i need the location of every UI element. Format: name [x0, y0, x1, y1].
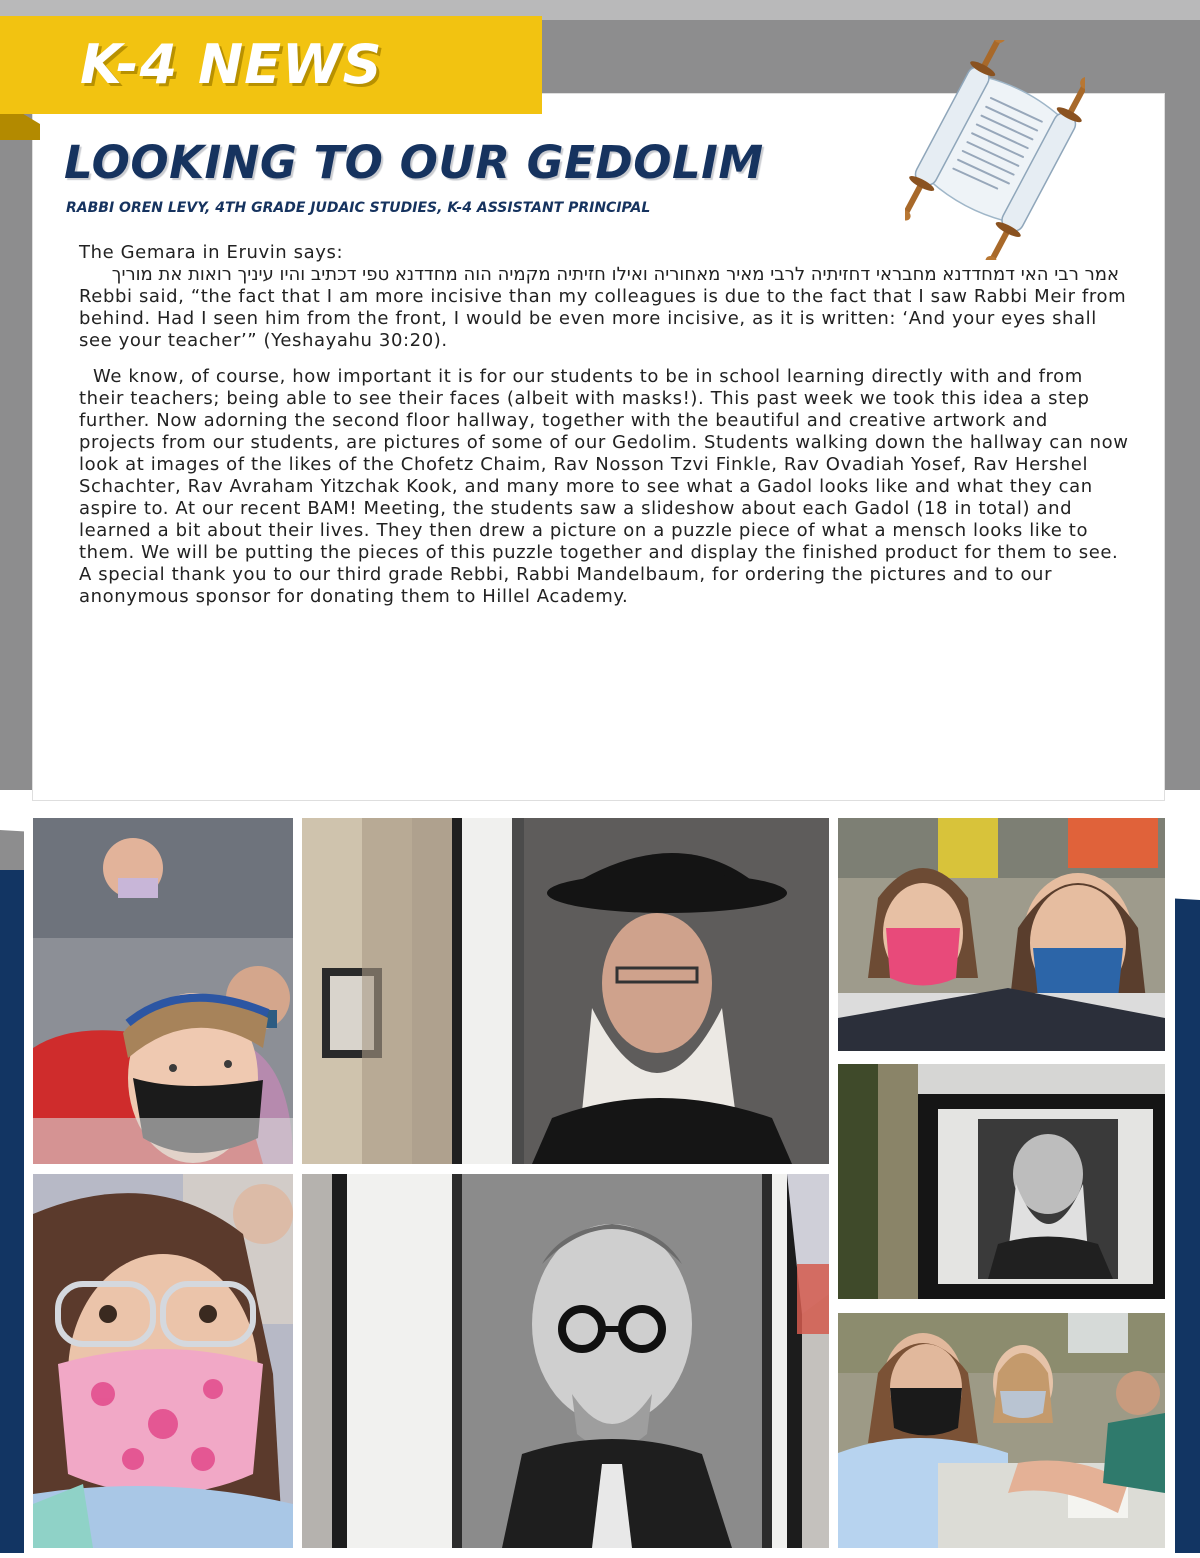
article-byline: RABBI OREN LEVY, 4TH GRADE JUDAIC STUDIES, K-4 ASSISTANT PRINCIPAL — [66, 200, 651, 216]
article-intro: The Gemara in Eruvin says: — [79, 242, 344, 263]
article-body — [79, 242, 1129, 608]
photo-portrait-rabbi-hat — [302, 818, 829, 1164]
photo-portrait-man-glasses — [302, 1174, 829, 1548]
torah-scroll-icon — [905, 40, 1085, 260]
section-title: K-4 NEWS — [80, 33, 383, 96]
photo-student-pink-mask — [33, 1174, 293, 1548]
article-headline: LOOKING TO OUR GEDOLIM — [64, 136, 764, 189]
quote-translation: Rebbi said, “the fact that I am more incisive than my colleagues is due to the fact that I saw Rabbi Meir from behind. Had I seen him from the front, I would be even more incisive, as it is written: ‘And your eyes shall see your teacher’” (Yeshayahu 30:20). — [79, 286, 1127, 351]
photo-students-table — [838, 1313, 1165, 1548]
photo-two-girls — [838, 818, 1165, 1051]
photo-student-black-mask — [33, 818, 293, 1164]
section-banner — [0, 16, 542, 114]
photo-portrait-elder — [838, 1064, 1165, 1299]
article-paragraph: We know, of course, how important it is for our students to be in school learning directly with and from their teachers; being able to see their faces (albeit with masks!). This past week we took this idea a step further. Now adorning the second floor hallway, together with the beautiful and creative artwork and projects from our students, are pictures of some of our Gedolim. Students walking down the hallway can now look at images of the likes of the Chofetz Chaim, Rav Nosson Tzvi Finkle, Rav Ovadiah Yosef, Rav Hershel Schachter, Rav Avraham Yitzchak Kook, and many more to see what a Gadol looks like and what they can aspire to. At our recent BAM! Meeting, the students saw a slideshow about each Gadol (18 in total) and learned a bit about their lives. They then drew a picture on a puzzle piece of what a mensch looks like to them. We will be putting the pieces of this puzzle together and display the finished product for them to see. A special thank you to our third grade Rebbi, Rabbi Mandelbaum, for ordering the pictures and to our anonymous sponsor for donating them to Hillel Academy. — [79, 366, 1129, 607]
hebrew-quote: אמר רבי האי דמחדדנא מחבראי דחזיתיה לרבי מאיר מאחוריה ואילו חזיתיה מקמיה הוה מחדדנא טפי דכתיב והיו עיניך רואות את מוריך — [111, 264, 1119, 285]
